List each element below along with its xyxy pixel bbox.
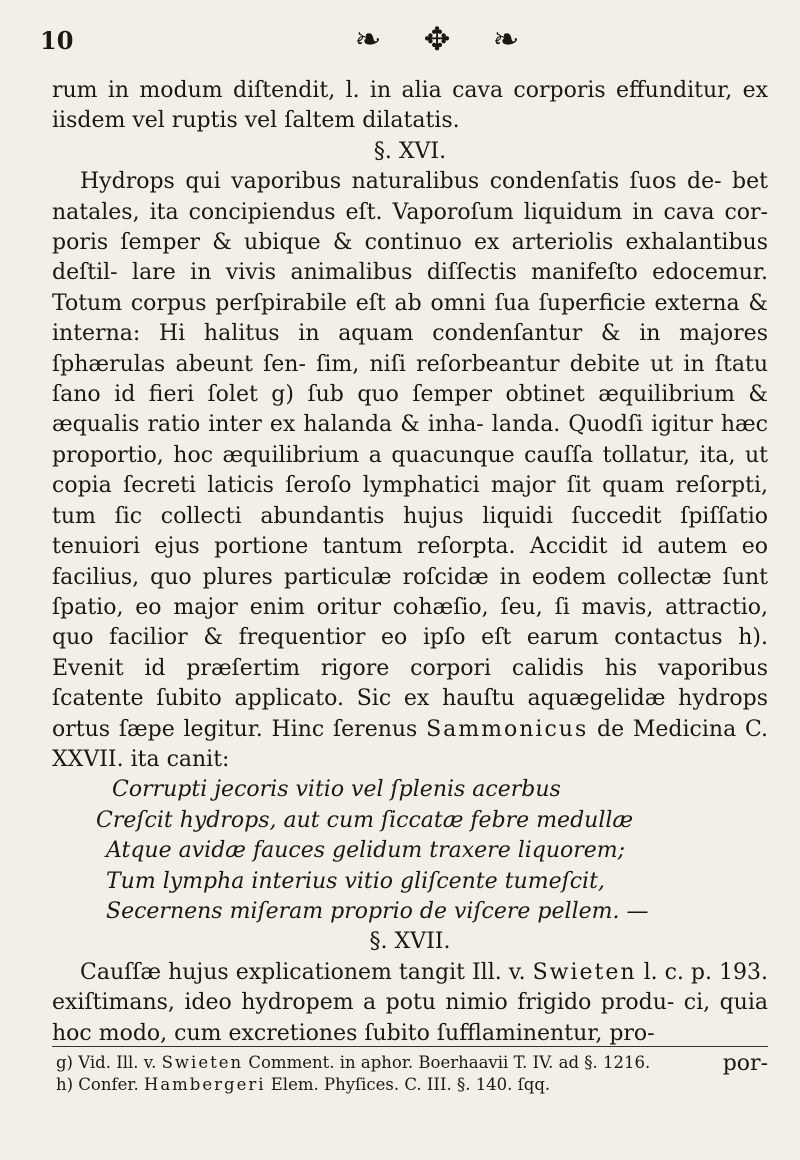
paragraph-section-16: [52, 167, 768, 775]
verse-line: Atque avidæ fauces gelidum traxere liquorem;: [106, 838, 626, 864]
verse-line: Tum lympha interius vitio gliſcente tumeſcit,: [106, 868, 605, 894]
paragraph-body: l. c. p. 193. exiſtimans, ideo hydropem a potu nimio frigido produ- ci, quia hoc modo, cum excretiones ſubito ſufflaminentur, pro-: [52, 959, 768, 1046]
footnote-g: [56, 1052, 768, 1074]
paragraph-continuation: rum in modum diſtendit, l. in alia cava corporis effunditur, ex iisdem vel ruptis vel ſaltem dilatatis.: [52, 78, 768, 134]
verse-line: Corrupti jecoris vitio vel ſplenis acerbus: [112, 777, 561, 803]
verse-line: Secernens miſeram proprio de viſcere pellem. —: [106, 898, 649, 924]
footnote-text: g) Vid. Ill. v.: [56, 1053, 162, 1072]
paragraph-section-17: [52, 958, 768, 1049]
catchword: por-: [722, 1051, 768, 1076]
verse-line: Creſcit hydrops, aut cum ſiccatæ febre medullæ: [96, 807, 634, 833]
author-name: Swieten: [532, 959, 637, 985]
footnote-h: [56, 1074, 768, 1096]
section-heading-17: §. XVII.: [369, 929, 451, 955]
section-heading-16: §. XVI.: [373, 138, 447, 164]
paragraph-start: Cauſſæ hujus explicationem tangit Ill. v.: [80, 959, 526, 985]
paragraph-end: de Medicina C. XXVII. ita canit:: [52, 716, 768, 772]
footnote-text: Comment. in aphor. Boerhaavii T. IV. ad §. 1216.: [243, 1053, 651, 1072]
main-text: [52, 76, 768, 1079]
author-name: Hambergeri: [143, 1075, 266, 1094]
footnote-text: h) Confer.: [56, 1075, 144, 1094]
footnotes: [56, 1052, 768, 1096]
paragraph-body: Hydrops qui vaporibus naturalibus condenſatis ſuos de- bet natales, ita concipiendus eſt. Vaporoſum liquidum in cava cor- poris ſemper & ubique & continuo ex arteriolis exhalantibus deſtil- lare in vivis animalibus diſſectis manifeſto edocemur. Totum corpus perſpirabile eſt ab omni ſua ſuperficie externa & interna: Hi halitus in aquam condenſantur & in majores ſphærulas abeunt ſen- ſim, niſi reſorbeantur debite ut in ſtatu ſano id fieri ſolet g) ſub quo ſemper obtinet æquilibrium & æqualis ratio inter ex halanda & inha- landa. Quodſi igitur hæc proportio, hoc æquilibrium a quacunque cauſſa tollatur, ita, ut copia ſecreti laticis ſeroſo lymphatici major ſit quam reſorpti, tum ſic collecti abundantis hujus liquidi ſuccedit ſpiſſatio tenuiori ejus portione tantum reſorpta. Accidit id autem eo facilius, quo plures particulæ roſcidæ in eodem collectæ ſunt ſpatio, eo major enim oritur cohæſio, ſeu, ſi mavis, attractio, quo facilior & frequentior eo ipſo eſt earum contactus h). Evenit id præſertim rigore corpori calidis his vaporibus ſcatente ſubito applicato. Sic ex hauſtu aquægelidæ hydrops ortus ſæpe legitur. Hinc ſerenus: [52, 169, 768, 742]
footnote-text: Elem. Phyſices. C. III. §. 140. ſqq.: [265, 1075, 551, 1094]
footnote-rule: [52, 1046, 768, 1047]
author-name: Swieten: [161, 1053, 244, 1072]
header-ornament: ❧ ✥ ❧: [354, 20, 536, 58]
author-name: Sammonicus: [426, 716, 589, 742]
page-header: [40, 20, 760, 60]
page-number: 10: [40, 26, 74, 55]
